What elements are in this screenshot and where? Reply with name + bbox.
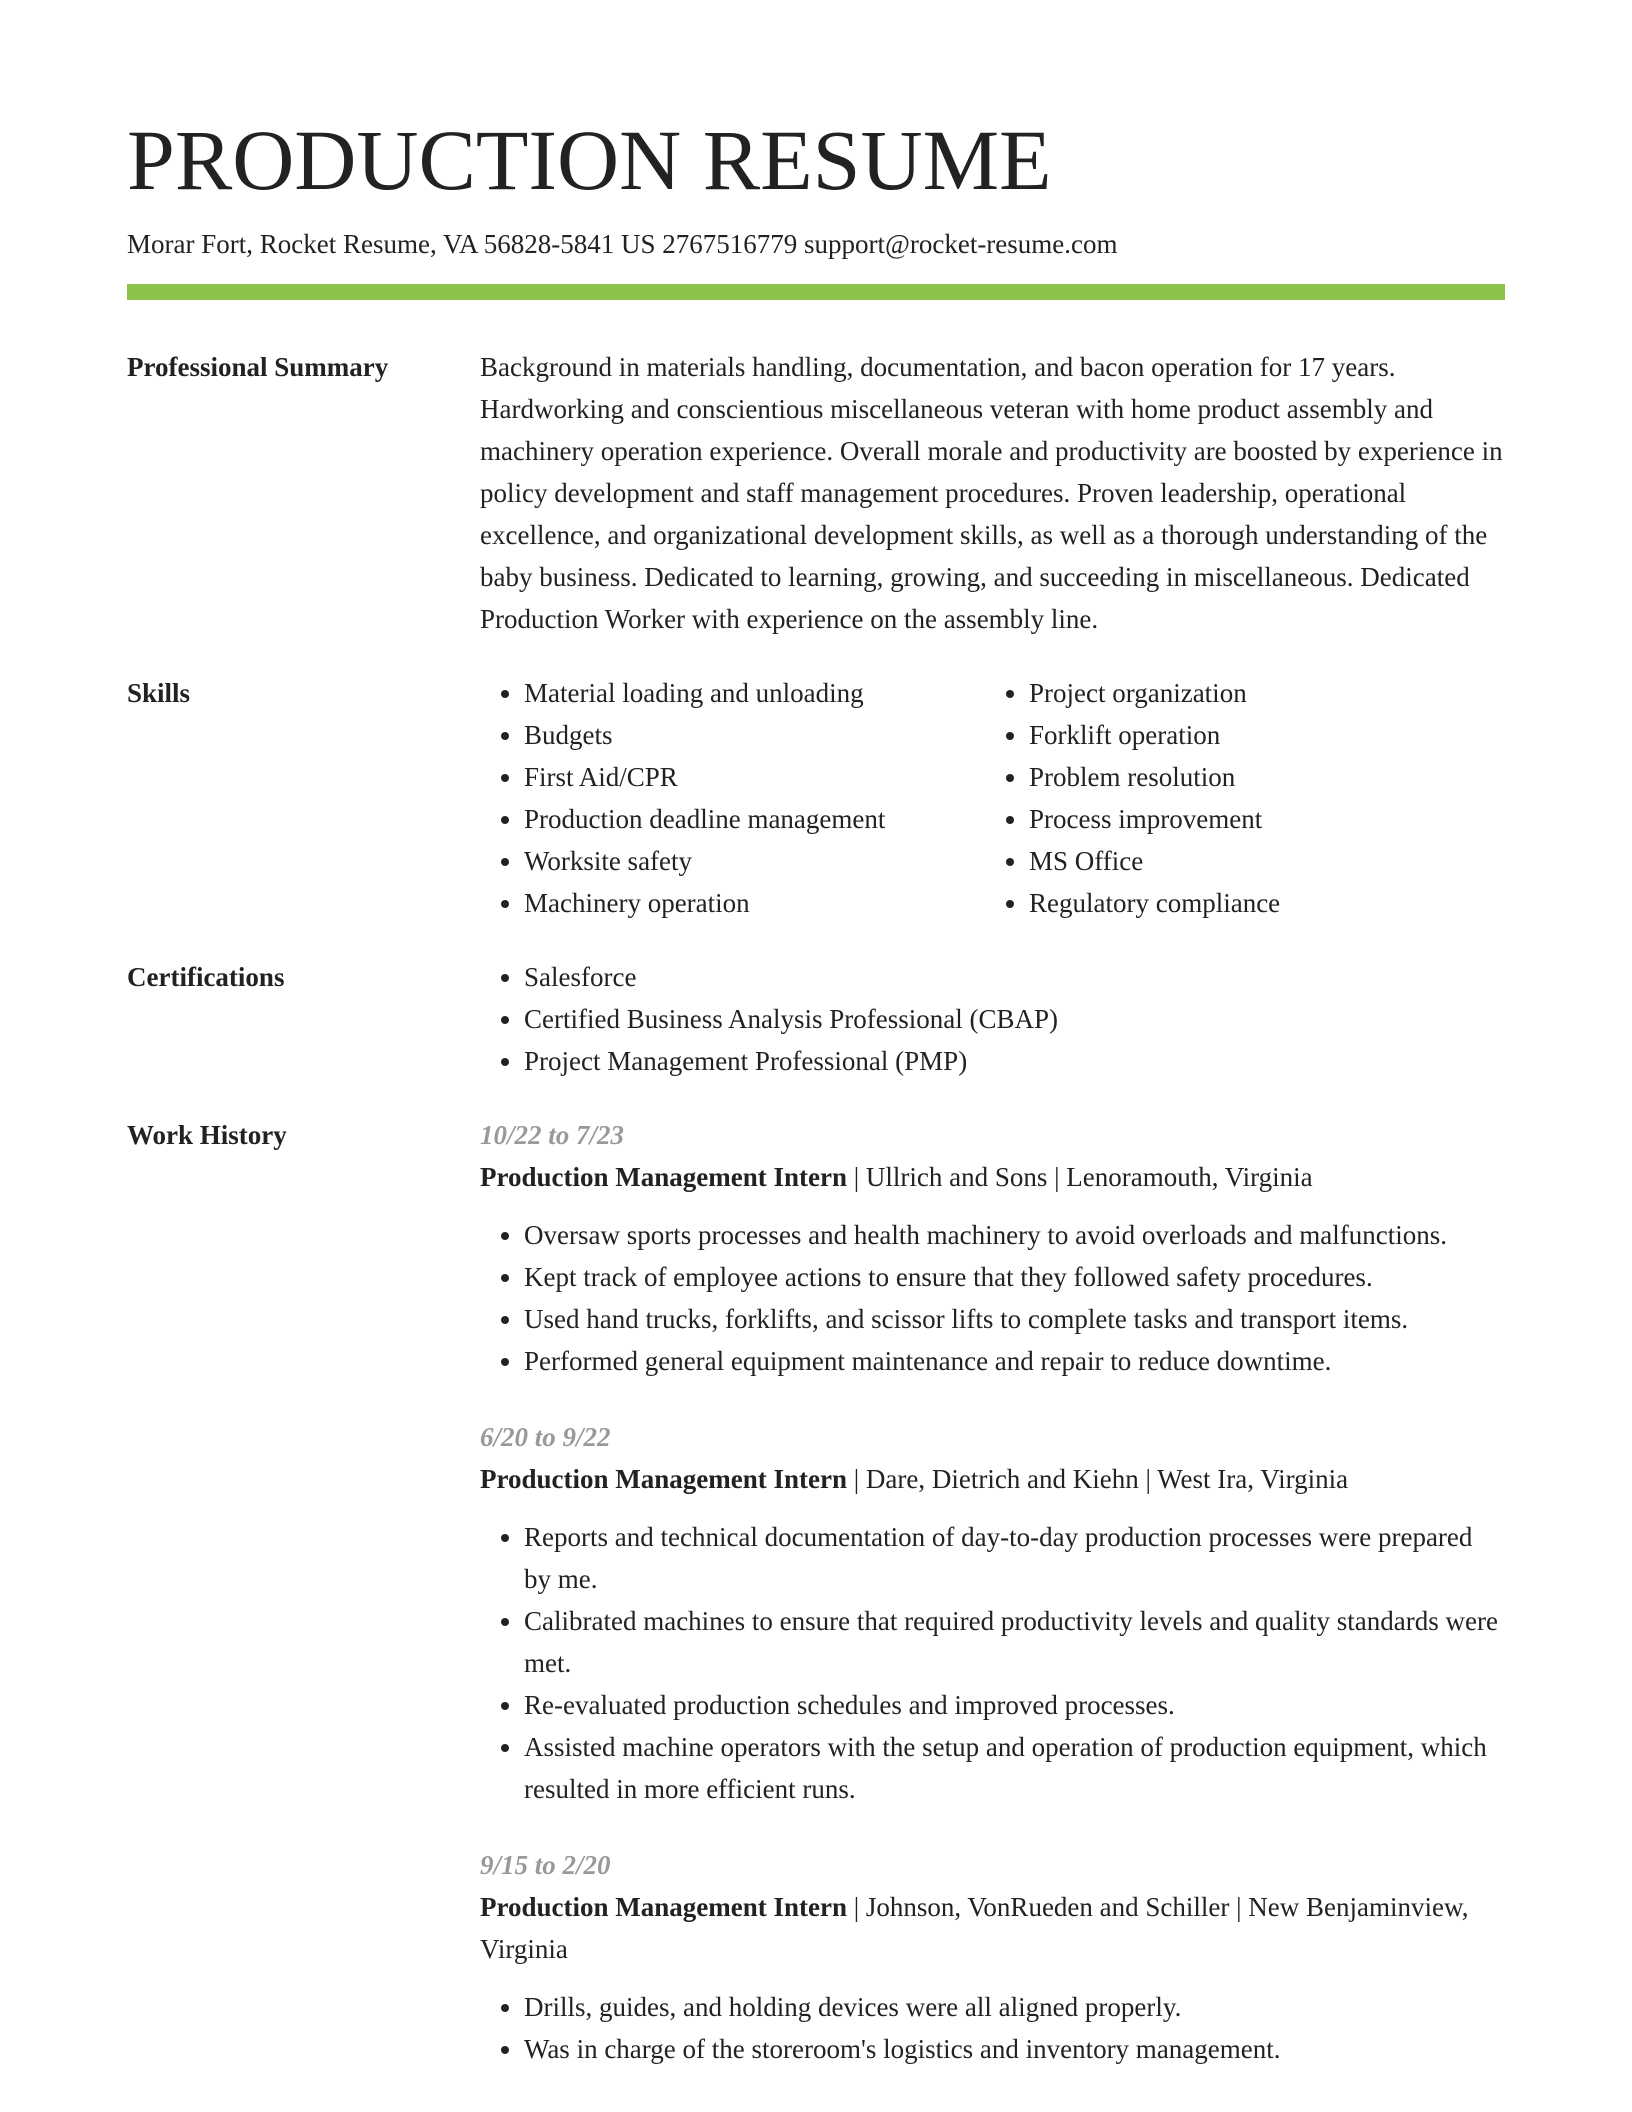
list-item: • Worksite safety [524,840,985,882]
summary-section [127,346,1505,640]
work-history-section [127,1114,1505,2104]
section-title: Work History [127,1120,287,1151]
job-title: Production Management Intern [480,1162,847,1193]
list-item: • Regulatory compliance [1029,882,1490,924]
section-title: Certifications [127,962,285,993]
job-bullets [480,1516,1505,1810]
contact-info: Morar Fort, Rocket Resume, VA 56828-5841 US 2767516779 support@rocket-resume.com [127,229,1118,259]
summary-text: Background in materials handling, documentation, and bacon operation for 17 years. Hardworking and conscientious miscellaneous veteran with home product assembly and machinery operation experience. Overall morale and productivity are boosted by experience in policy development and staff management procedures. Proven leadership, operational excellence, and organizational development skills, as well as a thorough understanding of the baby business. Dedicated to learning, growing, and succeeding in miscellaneous. Dedicated Production Worker with experience on the assembly line. [480,352,1503,635]
certifications-section [127,956,1505,1082]
list-item: • Project organization [1029,672,1490,714]
section-title: Professional Summary [127,352,389,383]
skills-list-right [985,672,1490,924]
list-item: • Kept track of employee actions to ensure that they followed safety procedures. [524,1256,1505,1298]
list-item: • Drills, guides, and holding devices were all aligned properly. [524,1986,1505,2028]
job-bullets [480,1214,1505,1382]
certifications-list [480,956,1505,1082]
job-date: 9/15 to 2/20 [480,1850,611,1881]
list-item: • Machinery operation [524,882,985,924]
list-item: • Forklift operation [1029,714,1490,756]
list-item: • Oversaw sports processes and health machinery to avoid overloads and malfunctions. [524,1214,1505,1256]
list-item: • Certified Business Analysis Professional (CBAP) [524,998,1505,1040]
job-date: 10/22 to 7/23 [480,1120,625,1151]
skills-list-left [480,672,985,924]
list-item: • Production deadline management [524,798,985,840]
list-item: • Salesforce [524,956,1505,998]
list-item: • Re-evaluated production schedules and improved processes. [524,1684,1505,1726]
job-entry [480,1844,1505,2070]
list-item: • Calibrated machines to ensure that required productivity levels and quality standards were met. [524,1600,1505,1684]
resume-name: PRODUCTION RESUME [127,112,1052,208]
job-details: | Johnson, VonRueden and Schiller | New Benjaminview, Virginia [480,1892,1469,1965]
job-heading [480,1886,1505,1970]
job-bullets [480,1986,1505,2070]
job-heading [480,1156,1505,1198]
job-entry [480,1416,1505,1810]
list-item: • Problem resolution [1029,756,1490,798]
list-item: • First Aid/CPR [524,756,985,798]
list-item: • Material loading and unloading [524,672,985,714]
list-item: • MS Office [1029,840,1490,882]
list-item: • Process improvement [1029,798,1490,840]
list-item: • Reports and technical documentation of day-to-day production processes were prepared by me. [524,1516,1505,1600]
list-item: • Budgets [524,714,985,756]
job-entry [480,1114,1505,1382]
job-details: | Dare, Dietrich and Kiehn | West Ira, Virginia [846,1464,1349,1495]
skills-section [127,672,1505,924]
job-title: Production Management Intern [480,1892,847,1923]
list-item: • Used hand trucks, forklifts, and scissor lifts to complete tasks and transport items. [524,1298,1505,1340]
list-item: • Assisted machine operators with the setup and operation of production equipment, which resulted in more efficient runs. [524,1726,1505,1810]
list-item: • Project Management Professional (PMP) [524,1040,1505,1082]
section-title: Skills [127,678,191,709]
job-title: Production Management Intern [480,1464,847,1495]
accent-divider [127,284,1505,300]
job-heading [480,1458,1505,1500]
list-item: • Was in charge of the storeroom's logistics and inventory management. [524,2028,1505,2070]
list-item: • Performed general equipment maintenance and repair to reduce downtime. [524,1340,1505,1382]
job-details: | Ullrich and Sons | Lenoramouth, Virginia [846,1162,1313,1193]
job-date: 6/20 to 9/22 [480,1422,611,1453]
